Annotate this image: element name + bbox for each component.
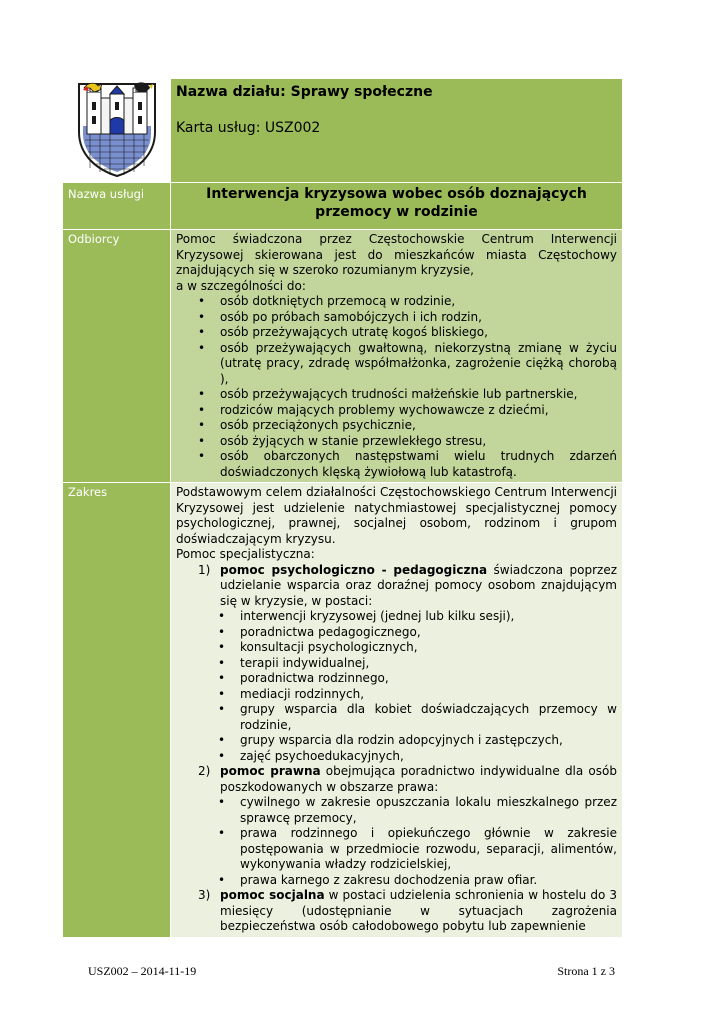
zakres-point-2-list [176, 795, 617, 888]
odbiorcy-intro2: a w szczególności do: [176, 278, 306, 293]
zakres-point-1 [176, 563, 617, 610]
service-title: Interwencja kryzysowa wobec osób doznających przemocy w rodzinie [171, 183, 623, 230]
zakres-intro2: Pomoc specjalistyczna: [176, 547, 315, 561]
zakres-intro: Podstawowym celem działalności Częstochowskiego Centrum Interwencji Kryzysowej jest udzielenie natychmiastowej specjalistycznej pomocy psychologicznej, prawnej, socjalnej osobom, rodzinom i grupom doświadczającym kryzysu. [176, 485, 617, 546]
list-item: • osób dotkniętych przemocą w rodzinie, [220, 294, 617, 310]
service-title-row [63, 183, 623, 230]
list-item: • osób obarczonych następstwami wielu trudnych zdarzeń doświadczonych klęską żywiołową lub katastrofą. [220, 449, 617, 480]
odbiorcy-content [171, 230, 623, 483]
odbiorcy-list [176, 294, 617, 480]
point-number: 2) [198, 764, 211, 778]
point-bold: pomoc psychologiczno - pedagogiczna [220, 562, 488, 577]
header-row [63, 79, 623, 183]
list-item: • grupy wsparcia dla kobiet doświadczających przemocy w rodzinie, [240, 702, 617, 733]
list-item: • osób po próbach samobójczych i ich rodzin, [220, 310, 617, 326]
list-item: • terapii indywidualnej, [240, 656, 617, 672]
list-item: • osób przeżywających trudności małżeńskie lub partnerskie, [220, 387, 617, 403]
header-cell [171, 79, 623, 183]
list-item: • osób żyjących w stanie przewlekłego stresu, [220, 434, 617, 450]
point-bold: pomoc prawna [220, 764, 321, 778]
service-label: Nazwa usługi [63, 183, 171, 230]
odbiorcy-row [63, 230, 623, 483]
coat-of-arms-icon [76, 80, 158, 178]
point-number: 3) [198, 888, 211, 902]
point-bold: pomoc socjalna [220, 888, 325, 902]
card-id: Karta usług: USZ002 [176, 120, 321, 136]
list-item: • interwencji kryzysowej (jednej lub kilku sesji), [240, 609, 617, 625]
list-item: • poradnictwa pedagogicznego, [240, 625, 617, 641]
list-item: • prawa karnego z zakresu dochodzenia praw ofiar. [240, 873, 617, 889]
service-card-table [62, 78, 623, 938]
zakres-content [171, 483, 623, 938]
zakres-point-3 [176, 888, 617, 935]
list-item: • konsultacji psychologicznych, [240, 640, 617, 656]
list-item: • poradnictwa rodzinnego, [240, 671, 617, 687]
zakres-label: Zakres [63, 483, 171, 938]
zakres-row [63, 483, 623, 938]
list-item: • rodziców mających problemy wychowawcze z dziećmi, [220, 403, 617, 419]
department-name: Nazwa działu: Sprawy społeczne [176, 84, 433, 100]
list-item: • grupy wsparcia dla rodzin adopcyjnych i zastępczych, [240, 733, 617, 749]
list-item: • osób przeżywających gwałtowną, niekorzystną zmianę w życiu (utratę pracy, zdradę współmałżonka, zagrożenie ciężką chorobą ), [220, 341, 617, 388]
zakres-point-1-list [176, 609, 617, 764]
odbiorcy-label: Odbiorcy [63, 230, 171, 483]
logo-cell [63, 79, 171, 183]
point-text: w postaci udzielenia schronienia w hostelu do 3 miesięcy (udostępnianie w sytuacjach zagrożenia bezpieczeństwa osób całodobowego pobytu lub zapewnienie [220, 888, 617, 933]
point-text: świadczona poprzez udzielanie wsparcia oraz doraźnej pomocy osobom znajdującym się w kryzysie, w postaci: [220, 562, 617, 608]
odbiorcy-intro: Pomoc świadczona przez Częstochowskie Centrum Interwencji Kryzysowej skierowana jest do mieszkańców miasta Częstochowy znajdujących się w szeroko rozumianym kryzysie, [176, 232, 617, 277]
list-item: • cywilnego w zakresie opuszczania lokalu mieszkalnego przez sprawcę przemocy, [240, 795, 617, 826]
list-item: • prawa rodzinnego i opiekuńczego głównie w zakresie postępowania w przedmiocie rozwodu, separacji, alimentów, wykonywania władzy rodzicielskiej, [240, 826, 617, 873]
point-number: 1) [198, 562, 211, 577]
list-item: • zajęć psychoedukacyjnych, [240, 749, 617, 765]
list-item: • osób przeżywających utratę kogoś bliskiego, [220, 325, 617, 341]
zakres-point-2 [176, 764, 617, 795]
footer-page-number: Strona 1 z 3 [557, 964, 615, 978]
footer-doc-id: USZ002 – 2014-11-19 [88, 964, 197, 978]
point-text: obejmująca poradnictwo indywidualne dla osób poszkodowanych w obszarze prawa: [220, 764, 617, 794]
list-item: • mediacji rodzinnych, [240, 687, 617, 703]
list-item: • osób przeciążonych psychicznie, [220, 418, 617, 434]
